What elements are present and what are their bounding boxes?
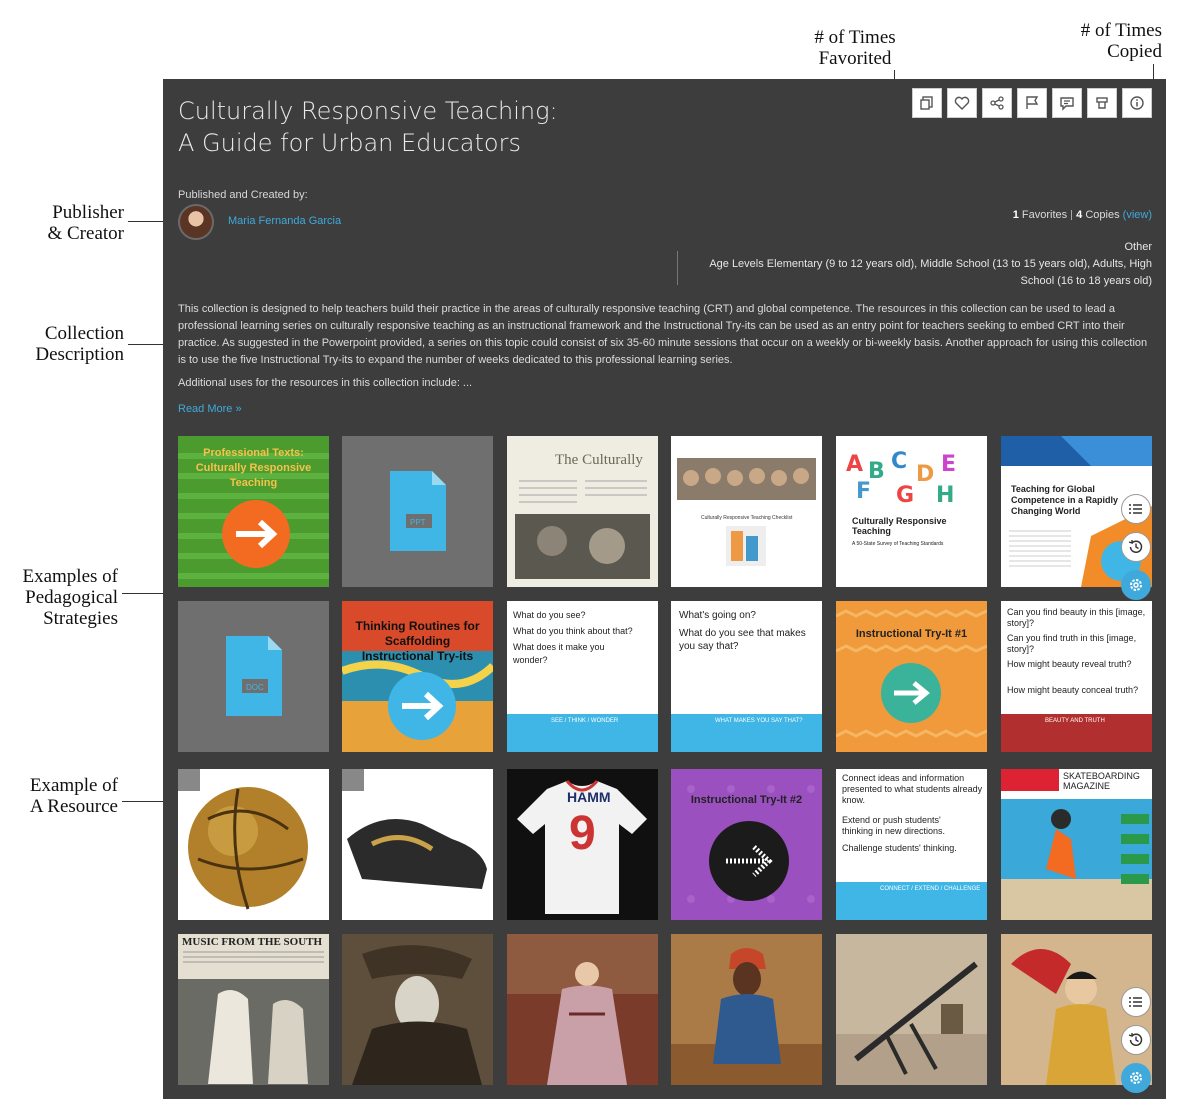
gear-icon [1127,576,1145,594]
question-3: What does it make you wonder? [513,642,605,665]
album-cover-image [178,934,329,1085]
history-icon [1127,538,1145,556]
callout-description: Collection Description [35,323,124,365]
worn-ball-image [178,769,329,920]
remix-button[interactable] [1087,88,1117,118]
purple-background [671,769,822,920]
copies-label: Copies [1085,209,1120,221]
jersey-number: 9 [569,807,596,860]
comment-icon [1059,95,1075,111]
tile-crt-survey[interactable] [836,436,987,587]
file-type-label: PPT [410,518,426,527]
callout-publisher: Publisher & Creator [47,202,124,244]
tile-title: Teaching for Global Competence in a Rapidly Changing World [1011,484,1119,516]
favorites-count: 1 [1012,209,1019,221]
history-icon [1127,1031,1145,1049]
question-1: What's going on? [679,610,756,621]
tile-what-makes-you-say[interactable] [671,601,822,752]
tile-crt-checklist[interactable] [671,436,822,587]
settings-button[interactable] [1121,1063,1151,1093]
action-toolbar [912,88,1152,118]
tile-doc-file[interactable] [178,601,329,752]
svg-text:A: A [846,452,864,477]
title-line-1: Culturally Responsive Teaching: [178,97,558,125]
collection-stats [1013,209,1152,221]
question-2: What do you see that makes you say that? [679,628,806,652]
survey-cover-image [836,436,987,587]
question-2: Can you find truth in this [image, story]? [1007,633,1137,654]
tile-resource-cleats[interactable] [342,769,493,920]
tile-article-culturally[interactable] [507,436,658,587]
tile-connect-extend[interactable] [836,769,987,920]
svg-text:B: B [868,459,885,484]
share-button[interactable] [982,88,1012,118]
ppt-file-icon [342,436,493,587]
flag-icon [1024,95,1040,111]
cleats-image [342,769,493,920]
tile-thinking-routines[interactable] [342,601,493,752]
question-4: How might beauty conceal truth? [1007,685,1139,695]
svg-text:E: E [941,452,957,477]
list-view-button[interactable] [1121,987,1151,1017]
meta-age-levels-cont: School (16 to 18 years old) [1020,275,1152,287]
tile-see-think-wonder[interactable] [507,601,658,752]
tile-resource-music-south[interactable] [178,934,329,1085]
comment-button[interactable] [1052,88,1082,118]
callout-pedagogical: Examples of Pedagogical Strategies [22,566,118,629]
tile-caption: WHAT MAKES YOU SAY THAT? [671,714,822,752]
list-icon [1127,993,1145,1011]
share-icon [989,95,1005,111]
portrait-image [671,934,822,1085]
divider [1071,210,1072,220]
question-1: Connect ideas and information presented to what students already know. [842,773,983,805]
meta-other: Other [1124,241,1152,253]
tile-try-it-2[interactable] [671,769,822,920]
tile-subtitle: A 50-State Survey of Teaching Standards [852,541,944,547]
painting-image [507,934,658,1085]
avatar[interactable] [178,204,214,240]
svg-text:C: C [891,449,908,474]
collection-panel [163,79,1166,1099]
question-1: Can you find beauty in this [image, story]? [1007,607,1146,628]
tile-professional-texts[interactable] [178,436,329,587]
collection-title [178,95,778,159]
doc-file-icon [178,601,329,752]
read-more-link[interactable]: Read More » [178,403,242,415]
info-button[interactable] [1122,88,1152,118]
remix-icon [1094,95,1110,111]
tile-caption: CONNECT / EXTEND / CHALLENGE [836,882,987,920]
callout-times-copied: # of Times Copied [1080,20,1162,62]
callout-times-favorited: # of Times Favorited [814,27,896,69]
tile-ppt-file[interactable] [342,436,493,587]
tile-title: Culturally Responsive Teaching [852,516,947,536]
jersey-name: HAMM [567,789,611,805]
machine-gun-image [836,934,987,1085]
album-title: MUSIC FROM THE SOUTH [182,936,323,948]
view-copies-link[interactable]: (view) [1122,209,1152,221]
tile-resource-masked-figure[interactable] [342,934,493,1085]
tile-title: Professional Texts: Culturally Responsive Teaching [195,447,312,489]
gear-icon [1127,1069,1145,1087]
copies-count: 4 [1076,209,1083,221]
tile-title: Instructional Try-It #2 [690,794,803,806]
list-view-button[interactable] [1121,494,1151,524]
tile-resource-machine-gun[interactable] [836,934,987,1085]
history-button[interactable] [1121,532,1151,562]
collection-description: This collection is designed to help teachers build their practice in the areas of culturally responsive teaching (CRT) and global competence. The resources in this collection can be used to lead a professional learning series on culturally responsive teaching as an instructional framework and the Instructional Try-its can be used as an entry point for teachers seeking to embed CRT into their practice. As suggested in the Powerpoint provided, a series on this topic could consist of six 35-60 minute sessions that occur on a weekly or bi-weekly basis. Another approach for using this collection is to use the five Instructional Try-its to expand the number of weeks dedicated to this professional learning series. [178,303,1148,366]
tile-beauty-and-truth[interactable] [1001,601,1152,752]
tile-resource-jersey[interactable] [507,769,658,920]
tile-title: Instructional Try-It #1 [855,628,968,640]
svg-text:D: D [916,462,935,487]
tile-title: Thinking Routines for Scaffolding Instructional Try-its [355,619,480,663]
publisher-link[interactable]: Maria Fernanda Garcia [228,215,342,227]
copy-icon [919,95,935,111]
meta-age-levels: Age Levels Elementary (9 to 12 years old), Middle School (13 to 15 years old), Adults, High [709,258,1152,270]
tile-resource-painting[interactable] [507,934,658,1085]
flag-button[interactable] [1017,88,1047,118]
svg-text:H: H [936,483,955,508]
tile-resource-portrait[interactable] [671,934,822,1085]
question-2: Extend or push students' thinking in new directions. [842,815,946,836]
copy-button[interactable] [912,88,942,118]
question-3: How might beauty reveal truth? [1007,659,1132,669]
magazine-title: SKATEBOARDING MAGAZINE [1063,771,1140,791]
favorites-label: Favorites [1021,209,1068,221]
list-icon [1127,500,1145,518]
title-line-2: A Guide for Urban Educators [178,129,521,157]
published-label: Published and Created by: [178,189,308,201]
magazine-cover-image [1001,769,1152,920]
question-2: What do you think about that? [513,626,633,636]
info-icon [1129,95,1145,111]
question-3: Challenge students' thinking. [842,843,957,853]
question-1: What do you see? [513,610,586,620]
tile-title: The Culturally [555,452,643,468]
tile-caption: Culturally Responsive Teaching Checklist [701,515,793,521]
tile-resource-ball[interactable] [178,769,329,920]
svg-text:F: F [856,479,872,504]
callout-resource: Example of A Resource [29,775,118,817]
favorite-button[interactable] [947,88,977,118]
tile-try-it-1[interactable] [836,601,987,752]
zigzag-background [836,601,987,752]
heart-icon [954,95,970,111]
additional-uses: Additional uses for the resources in this collection include: ... [178,377,473,389]
collection-meta [672,239,1152,290]
tile-caption: SEE / THINK / WONDER [507,714,658,752]
svg-text:G: G [896,483,915,508]
tile-skateboarding-magazine[interactable] [1001,769,1152,920]
settings-button[interactable] [1121,570,1151,600]
file-type-label: DOC [246,683,264,692]
tile-caption: BEAUTY AND TRUTH [1001,714,1152,752]
history-button[interactable] [1121,1025,1151,1055]
masked-figure-image [342,934,493,1085]
